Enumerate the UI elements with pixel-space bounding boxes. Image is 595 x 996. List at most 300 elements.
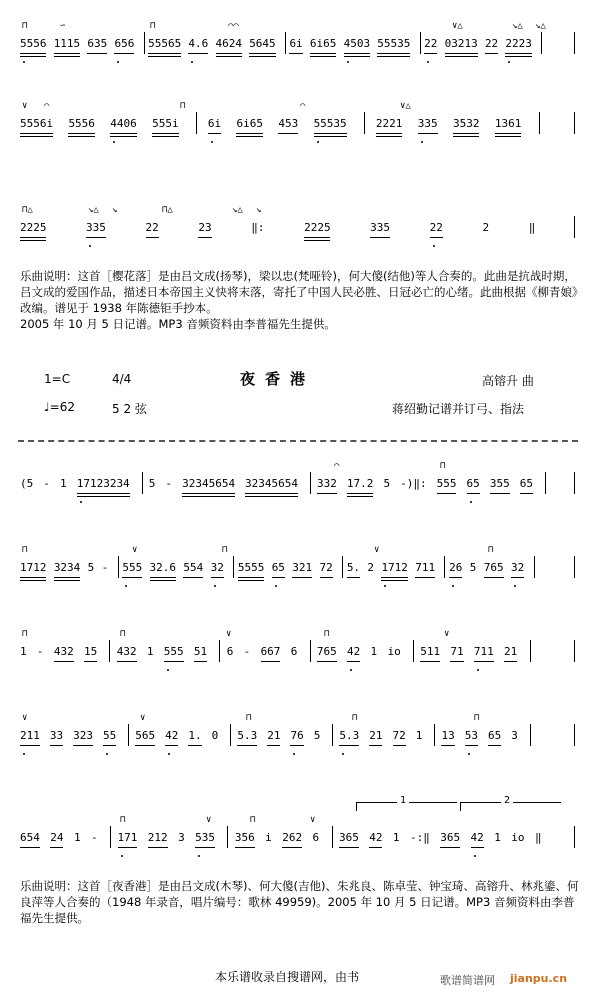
underline-beam (216, 56, 242, 57)
note-group: 0 (211, 729, 219, 742)
note-group: 335 (86, 221, 106, 234)
key-signature: 1=C (44, 372, 71, 386)
note-group: 21 (504, 645, 518, 658)
underline-beam (304, 237, 330, 238)
underline-beam (445, 56, 478, 57)
note-group: 6i (207, 117, 222, 130)
underline-beam (86, 237, 106, 238)
octave-dot (452, 585, 454, 587)
note-group: 32.6 (149, 561, 177, 574)
note-group: 262 (282, 831, 303, 844)
note-group: 1712 (20, 561, 47, 574)
bowing-mark: ∨ (132, 545, 138, 555)
barline (444, 556, 445, 578)
bowing-mark: ⌒ (334, 461, 340, 471)
note-group: 554 (183, 561, 204, 574)
note-group: 667 (260, 645, 281, 658)
barline (574, 112, 575, 134)
barline (545, 472, 546, 494)
notation-credit: 蒋绍勤记谱并订弓、指法 (392, 402, 525, 416)
note-group: 22 (429, 221, 443, 234)
note-group: 22 (145, 221, 159, 234)
note-group: 6i65 (309, 37, 337, 50)
note-group: 1 (494, 831, 501, 844)
octave-dot (211, 141, 213, 143)
bowing-mark: ↘ (256, 205, 262, 215)
score-system (0, 21, 595, 98)
score-system (0, 545, 595, 622)
octave-dot (23, 753, 25, 755)
barline (574, 216, 575, 238)
note-group: 711 (415, 561, 436, 574)
underline-beam (347, 493, 373, 494)
bowing-mark: ⊓ (120, 629, 126, 639)
note-group: 332 (317, 477, 337, 490)
time-signature: 4/4 (112, 372, 132, 386)
underline-beam (344, 56, 370, 57)
note-group: 32 (210, 561, 224, 574)
octave-dot (342, 753, 344, 755)
note-group: i (265, 831, 272, 844)
underline-beam (449, 577, 462, 578)
note-group: 42 (369, 831, 383, 844)
note-group: 765 (483, 561, 504, 574)
underline-beam (347, 496, 373, 497)
note-group: 65 (271, 561, 285, 574)
underline-beam (450, 661, 463, 662)
underline-beam (152, 136, 178, 137)
underline-beam (20, 745, 40, 746)
composer: 高镕升 曲 (482, 374, 534, 388)
note-group: 42 (470, 831, 484, 844)
note-group: 65 (519, 477, 534, 490)
octave-dot (23, 61, 25, 63)
note-group: 656 (114, 37, 135, 50)
separator-line (18, 440, 578, 442)
note-group: 23 (198, 221, 212, 234)
note-group: ‖ (528, 221, 536, 234)
note-group: 13 (441, 729, 455, 742)
underline-beam (236, 133, 262, 134)
note-group: 4406 (110, 117, 137, 130)
note-group: 5556i (20, 117, 54, 130)
note-group: 323 (73, 729, 93, 742)
underline-beam (122, 577, 142, 578)
underline-beam (148, 847, 168, 848)
note-group: 5556 (68, 117, 95, 130)
underline-beam (505, 53, 531, 54)
underline-beam (183, 577, 203, 578)
note-group: 24 (50, 831, 64, 844)
underline-beam (148, 53, 181, 54)
tempo: ♩=62 (44, 400, 75, 414)
bowing-mark: ∨ (310, 815, 316, 825)
octave-dot (167, 669, 169, 671)
note-group: 5645 (249, 37, 276, 50)
note-group: 535 (195, 831, 216, 844)
octave-dot (427, 61, 429, 63)
underline-beam (339, 745, 359, 746)
barline (342, 556, 343, 578)
bowing-mark: ⊓ (120, 815, 126, 825)
bowing-mark: ⊓ (246, 713, 252, 723)
note-group: 555i (152, 117, 179, 130)
note-group: 55565 (148, 37, 182, 50)
note-group: - (43, 477, 50, 490)
bowing-mark: ⊓△ (22, 205, 33, 215)
note-group: 3532 (452, 117, 480, 130)
underline-beam (314, 133, 347, 134)
note-group: 2 (482, 221, 490, 234)
bowing-mark: ⊓ (22, 21, 28, 31)
note-group: 51 (193, 645, 208, 658)
bowing-mark: ∨△ (400, 101, 411, 111)
note-group: 55535 (377, 37, 411, 50)
underline-beam (441, 745, 454, 746)
bowing-mark: ⊓ (222, 545, 228, 555)
volta-first: 1 (356, 802, 457, 811)
note-group: 6 (312, 831, 320, 844)
note-group: - (243, 645, 251, 658)
score-system (0, 461, 595, 538)
underline-beam (216, 53, 242, 54)
underline-beam (418, 133, 438, 134)
underline-beam (317, 493, 337, 494)
barline (530, 724, 531, 746)
underline-beam (495, 133, 521, 134)
underline-beam (118, 847, 138, 848)
underline-beam (278, 133, 298, 134)
note-group: 5 (87, 561, 95, 574)
underline-beam (376, 136, 402, 137)
note-group: 2221 (375, 117, 403, 130)
note-group: -:‖ (410, 831, 430, 844)
barline (574, 826, 575, 848)
bowing-mark: ⌒ (300, 101, 306, 111)
underline-beam (20, 847, 40, 848)
note-group: 6i65 (236, 117, 263, 130)
underline-beam (289, 53, 302, 54)
underline-beam (369, 847, 382, 848)
note-group: 1115 (53, 37, 81, 50)
barline (534, 556, 535, 578)
underline-beam (77, 493, 130, 494)
underline-beam (20, 53, 46, 54)
underline-beam (198, 237, 211, 238)
note-group: 4503 (343, 37, 371, 50)
bowing-mark: ⊓ (150, 21, 156, 31)
note-group: 2223 (505, 37, 532, 50)
note-group: 1 (73, 831, 81, 844)
song-title: 夜香港 (240, 370, 316, 388)
note-group: 1712 (381, 561, 408, 574)
underline-beam (54, 661, 74, 662)
underline-beam (520, 493, 533, 494)
description-yinghualuo: 乐曲说明：这首［樱花落］是由吕文成(扬琴)，梁以忠(梵哑铃)，何大傻(结他)等人合奏的。此曲是抗战时期，吕文成的爱国作品，描述日本帝国主义快将末落，寄托了中国人民必胜、日冠必亡的心绪。此曲根据《柳青娘》改编。谱见于 1938 年陈德钜手抄本。 2005 年 10 月 5 日记谱。MP3 音频资料由李普福先生提供。 (20, 269, 578, 331)
watermark-site-cn: 歌谱简谱网 (440, 974, 495, 987)
underline-beam (249, 53, 275, 54)
underline-beam (474, 661, 494, 662)
underline-beam (195, 847, 215, 848)
note-group: 555 (163, 645, 184, 658)
note-group: 3 (178, 831, 185, 844)
underline-beam (376, 133, 402, 134)
underline-beam (68, 136, 94, 137)
octave-dot (350, 669, 352, 671)
note-group: 32345654 (182, 477, 236, 490)
note-group: 2225 (20, 221, 47, 234)
note-group: 5556 (20, 37, 47, 50)
underline-beam (504, 661, 517, 662)
note-group: 1 (146, 645, 154, 658)
barline (310, 472, 311, 494)
underline-beam (50, 745, 63, 746)
description-yexianggang: 乐曲说明：这首［夜香港］是由吕文成(木琴)、何大傻(吉他)、朱兆良、陈卓莹、钟宝琦、高镕升、林兆鎏、何良萍等人合奏的（1948 年录音，唱片编号：歌林 49959)。2005 年 10 月 5 日记谱。MP3 音频资料由李普福先生提供。 (20, 879, 579, 925)
underline-beam (320, 577, 333, 578)
barline (233, 556, 234, 578)
note-group: 22 (424, 37, 438, 50)
note-group: 432 (116, 645, 137, 658)
bowing-mark: ⌒⌒ (228, 21, 239, 31)
note-group: 511 (420, 645, 441, 658)
underline-beam (310, 56, 336, 57)
underline-beam (188, 745, 201, 746)
barline (118, 556, 119, 578)
underline-beam (272, 577, 285, 578)
note-group: 5 (469, 561, 477, 574)
underline-beam (73, 745, 93, 746)
note-group: 171 (117, 831, 138, 844)
underline-beam (237, 745, 257, 746)
underline-beam (430, 237, 443, 238)
barline (574, 472, 575, 494)
barline (109, 640, 110, 662)
barline (144, 32, 145, 54)
underline-beam (445, 53, 478, 54)
note-group: 365 (338, 831, 359, 844)
barline (413, 640, 414, 662)
bowing-mark: ⊓ (440, 461, 446, 471)
underline-beam (236, 136, 262, 137)
note-group: 72 (392, 729, 406, 742)
note-group: 335 (417, 117, 438, 130)
octave-dot (384, 585, 386, 587)
underline-beam (511, 577, 524, 578)
bowing-mark: ↘△ (512, 21, 523, 31)
barline (142, 472, 143, 494)
note-group: 6 (290, 645, 298, 658)
underline-beam (245, 496, 298, 497)
underline-beam (424, 53, 437, 54)
bowing-mark: ∽ (60, 21, 66, 31)
note-group: 1 (60, 477, 67, 490)
barline (227, 826, 228, 848)
note-group: 65 (488, 729, 502, 742)
octave-dot (113, 141, 115, 143)
note-group: 76 (290, 729, 304, 742)
octave-dot (470, 501, 472, 503)
underline-beam (381, 577, 407, 578)
note-group: 03213 (444, 37, 478, 50)
note-group: 42 (347, 645, 361, 658)
note-group: 335 (370, 221, 391, 234)
underline-beam (249, 56, 275, 57)
underline-beam (182, 496, 235, 497)
underline-beam (377, 56, 410, 57)
underline-beam (495, 136, 521, 137)
note-group: 1 (370, 645, 378, 658)
underline-beam (135, 745, 155, 746)
octave-dot (477, 669, 479, 671)
note-group: ‖ (534, 831, 542, 844)
note-group: 1 (415, 729, 423, 742)
note-group: 4624 (215, 37, 242, 50)
note-group: -)‖: (400, 477, 427, 490)
note-group: - (165, 477, 173, 490)
barline (332, 724, 333, 746)
underline-beam (238, 580, 264, 581)
note-group: 15 (83, 645, 98, 658)
note-group: - (91, 831, 98, 844)
underline-beam (370, 237, 390, 238)
underline-beam (245, 493, 298, 494)
underline-beam (347, 661, 360, 662)
barline (219, 640, 220, 662)
note-group: 321 (292, 561, 313, 574)
octave-dot (514, 585, 516, 587)
underline-beam (194, 661, 207, 662)
note-group: 6 (226, 645, 234, 658)
underline-beam (20, 577, 46, 578)
octave-dot (117, 61, 119, 63)
footer-source: 本乐谱收录自搜谱网，由书 (215, 970, 360, 984)
underline-beam (103, 745, 116, 746)
volta-second: 2 (460, 802, 561, 811)
bowing-mark: ∨ (22, 713, 28, 723)
underline-beam (488, 745, 501, 746)
underline-beam (164, 661, 184, 662)
barline (574, 640, 575, 662)
barline (196, 112, 197, 134)
note-group: 1. (188, 729, 202, 742)
note-group: 765 (316, 645, 337, 658)
note-group: 356 (234, 831, 255, 844)
note-group: 32345654 (245, 477, 299, 490)
underline-beam (68, 133, 94, 134)
bowing-mark: ∨△ (452, 21, 463, 31)
note-group: 654 (20, 831, 40, 844)
underline-beam (20, 136, 53, 137)
note-group: 711 (473, 645, 494, 658)
octave-dot (433, 245, 435, 247)
underline-beam (440, 847, 460, 848)
note-group: 1 (392, 831, 400, 844)
underline-beam (290, 745, 303, 746)
barline (230, 724, 231, 746)
underline-beam (20, 133, 53, 134)
barline (332, 826, 333, 848)
underline-beam (54, 577, 80, 578)
underline-beam (110, 136, 136, 137)
underline-beam (20, 56, 46, 57)
underline-beam (87, 53, 107, 54)
note-group: 555 (122, 561, 143, 574)
bowing-mark: ⌒ (44, 101, 50, 111)
underline-beam (20, 580, 46, 581)
underline-beam (381, 580, 407, 581)
underline-beam (211, 577, 224, 578)
barline (128, 724, 129, 746)
note-group: - (101, 561, 109, 574)
underline-beam (393, 745, 406, 746)
note-group: (5 (20, 477, 34, 490)
octave-dot (125, 585, 127, 587)
note-group: 26 (449, 561, 463, 574)
barline (574, 556, 575, 578)
underline-beam (117, 661, 137, 662)
bowing-mark: ↘△ (232, 205, 243, 215)
note-group: 17.2 (346, 477, 374, 490)
note-group: 1 (20, 645, 27, 658)
underline-beam (150, 580, 176, 581)
note-group: io (511, 831, 525, 844)
note-group: 5.3 (237, 729, 258, 742)
underline-beam (267, 745, 280, 746)
barline (434, 724, 435, 746)
note-group: 22 (484, 37, 499, 50)
underline-beam (377, 53, 410, 54)
underline-beam (54, 56, 80, 57)
bowing-mark: ∨ (140, 713, 146, 723)
note-group: 4.6 (188, 37, 209, 50)
octave-dot (191, 61, 193, 63)
bowing-mark: ⊓ (22, 545, 28, 555)
note-group: 355 (489, 477, 510, 490)
bowing-mark: ↘ (112, 205, 118, 215)
bowing-mark: ⊓ (250, 815, 256, 825)
underline-beam (317, 661, 337, 662)
underline-beam (182, 493, 235, 494)
bowing-mark: ⊓ (22, 629, 28, 639)
octave-dot (474, 855, 476, 857)
note-group: 3 (511, 729, 518, 742)
note-group: 365 (440, 831, 461, 844)
underline-beam (188, 53, 208, 54)
underline-beam (490, 493, 510, 494)
underline-beam (310, 53, 336, 54)
note-group: 2 (367, 561, 375, 574)
bowing-mark: ↘△ (88, 205, 99, 215)
octave-dot (214, 585, 216, 587)
octave-dot (89, 245, 91, 247)
note-group: 5. (346, 561, 361, 574)
underline-beam (152, 133, 178, 134)
octave-dot (80, 501, 82, 503)
underline-beam (347, 577, 360, 578)
note-group: 635 (87, 37, 108, 50)
barline (364, 112, 365, 134)
underline-beam (467, 493, 480, 494)
underline-beam (150, 577, 176, 578)
underline-beam (54, 53, 80, 54)
octave-dot (106, 753, 108, 755)
underline-beam (453, 136, 479, 137)
bowing-mark: ⊓ (324, 629, 330, 639)
note-group: 5 (313, 729, 321, 742)
underline-beam (282, 847, 302, 848)
octave-dot (198, 855, 200, 857)
bowing-mark: ⊓ (474, 713, 480, 723)
